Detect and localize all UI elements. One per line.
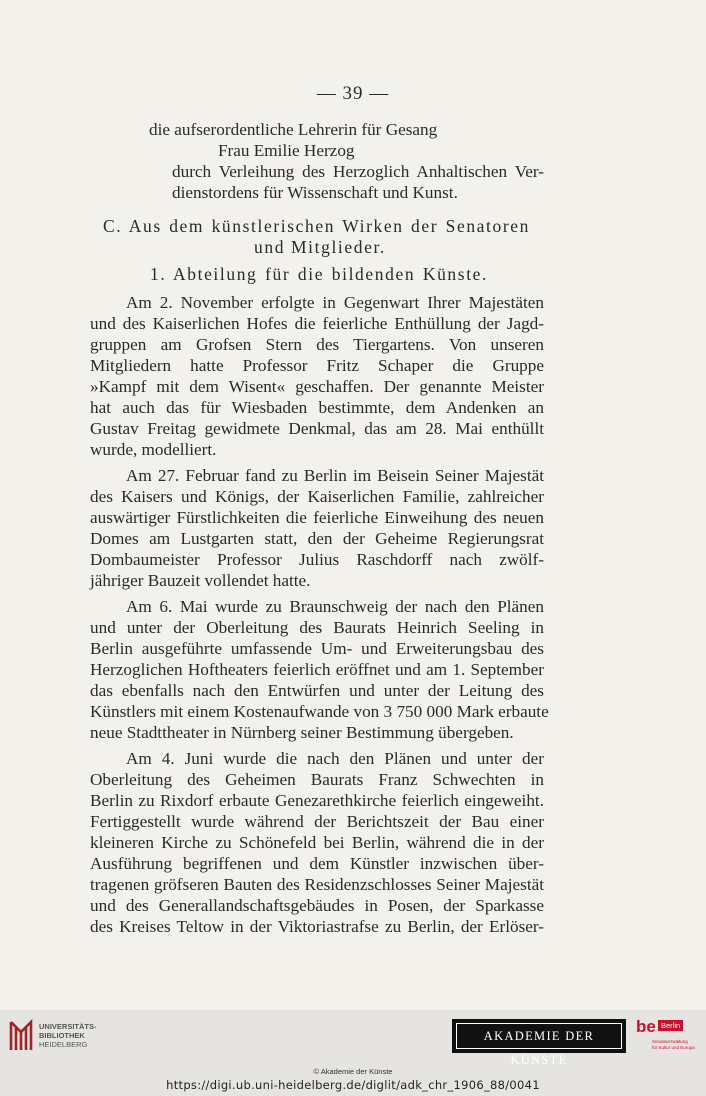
text-line: wurde, modelliert.	[90, 440, 217, 459]
text-line: des Kreises Teltow in der Viktoriastrafse zu Berlin, der Erlöser-	[90, 917, 544, 936]
berlin-logo-be: be	[636, 1017, 656, 1036]
text-line: Ausführung begriffenen und dem Künstler inzwischen über-	[90, 854, 544, 873]
text-line: tragenen gröfseren Bauten des Residenzschlosses Seiner Majestät	[90, 875, 544, 894]
subsection-heading: 1. Abteilung für die bildenden Künste.	[150, 264, 488, 284]
text-line: Am 6. Mai wurde zu Braunschweig der nach den Plänen	[126, 597, 544, 616]
permalink-url[interactable]: https://digi.ub.uni-heidelberg.de/diglit/adk_chr_1906_88/0041	[166, 1078, 540, 1092]
akademie-der-kuenste-logo[interactable]	[452, 1019, 626, 1067]
text-line: Fertiggestellt wurde während der Berichtszeit der Bau einer	[90, 812, 544, 831]
text-line: Am 4. Juni wurde die nach den Plänen und unter der	[126, 749, 544, 768]
adk-logo-text: AKADEMIE DER KÜNSTE	[456, 1023, 622, 1049]
text-line: kleineren Kirche zu Schönefeld bei Berlin, während die in der	[90, 833, 544, 852]
text-line: Künstlers mit einem Kostenaufwande von 3 750 000 Mark erbaute	[90, 702, 549, 721]
text-line: und des Generallandschaftsgebäudes in Posen, der Sparkasse	[90, 896, 544, 915]
berlin-senate-logo[interactable]	[636, 1017, 698, 1057]
text-line: und des Kaiserlichen Hofes die feierliche Enthüllung der Jagd-	[90, 314, 544, 333]
text-line: Berlin zu Rixdorf erbaute Genezarethkirche feierlich eingeweiht.	[90, 791, 544, 810]
text-line: neue Stadttheater in Nürnberg seiner Bestimmung übergeben.	[90, 723, 514, 742]
text-line: dienstordens für Wissenschaft und Kunst.	[172, 183, 458, 202]
text-line: Frau Emilie Herzog	[218, 141, 355, 160]
text-line: Gustav Freitag gewidmete Denkmal, das am 28. Mai enthüllt	[90, 419, 544, 438]
text-line: das ebenfalls nach den Entwürfen und unter der Leitung des	[90, 681, 544, 700]
text-line: hat auch das für Wiesbaden bestimmte, dem Andenken an	[90, 398, 544, 417]
ub-heidelberg-logo-icon[interactable]	[8, 1016, 34, 1054]
copyright-notice: © Akademie der Künste	[313, 1067, 393, 1076]
text-line: die aufserordentliche Lehrerin für Gesang	[149, 120, 438, 139]
text-line: Domes am Lustgarten statt, den der Geheime Regierungsrat	[90, 529, 544, 548]
page-number: — 39 —	[316, 83, 390, 104]
text-line: und unter der Oberleitung des Baurats Heinrich Seeling in	[90, 618, 544, 637]
berlin-logo-box: Berlin	[658, 1020, 683, 1031]
text-line: Am 27. Februar fand zu Berlin im Beisein Seiner Majestät	[126, 466, 544, 485]
text-line: jähriger Bauzeit vollendet hatte.	[90, 571, 311, 590]
text-line: gruppen am Grofsen Stern des Tiergartens. Von unseren	[90, 335, 544, 354]
text-line: des Kaisers und Königs, der Kaiserlichen Familie, zahlreicher	[90, 487, 544, 506]
text-line: Herzoglichen Hoftheaters feierlich eröffnet und am 1. September	[90, 660, 544, 679]
text-line: auswärtiger Fürstlichkeiten die feierliche Einweihung des neuen	[90, 508, 544, 527]
text-line: Am 2. November erfolgte in Gegenwart Ihrer Majestäten	[126, 293, 544, 312]
text-line: Oberleitung des Geheimen Baurats Franz Schwechten in	[90, 770, 544, 789]
berlin-logo-subtitle: Senatsverwaltung für Kultur und Europa	[652, 1039, 695, 1050]
ub-heidelberg-label: UNIVERSITÄTS- BIBLIOTHEK HEIDELBERG	[39, 1022, 97, 1049]
text-line: durch Verleihung des Herzoglich Anhaltischen Ver-	[172, 162, 544, 181]
text-line: »Kampf mit dem Wisent« geschaffen. Der genannte Meister	[90, 377, 544, 396]
section-heading: C. Aus dem künstlerischen Wirken der Senatoren	[103, 216, 530, 236]
text-line: Dombaumeister Professor Julius Raschdorff nach zwölf-	[90, 550, 544, 569]
section-heading: und Mitglieder.	[254, 237, 386, 257]
text-line: Mitgliedern hatte Professor Fritz Schaper die Gruppe	[90, 356, 544, 375]
text-line: Berlin ausgeführte umfassende Um- und Erweiterungsbau des	[90, 639, 544, 658]
